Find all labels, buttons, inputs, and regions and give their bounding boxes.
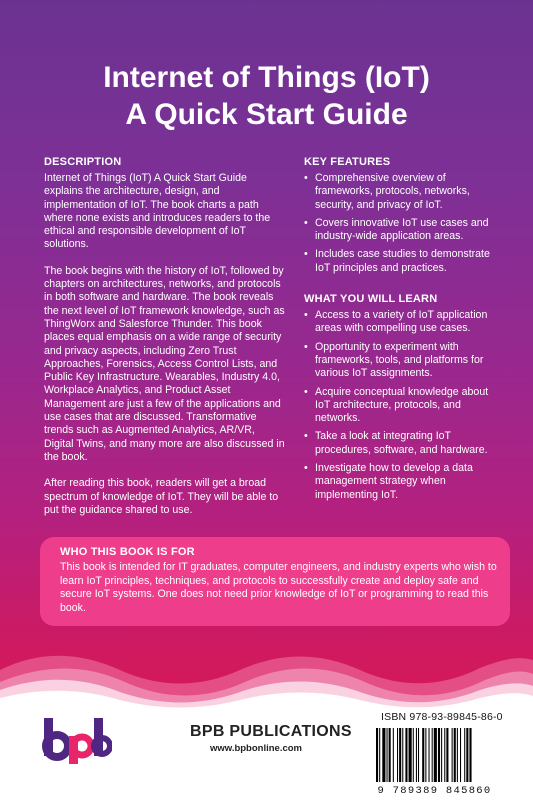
barcode-bar: [452, 728, 453, 782]
barcode-bar: [409, 728, 412, 782]
bullet-icon: •: [304, 462, 308, 475]
barcode-bar: [425, 728, 426, 782]
list-item: [304, 386, 504, 426]
isbn-barcode: [372, 726, 497, 796]
what-you-will-learn-heading: WHAT YOU WILL LEARN: [304, 293, 438, 306]
list-item-text: Covers innovative IoT use cases and industry-wide application areas.: [315, 216, 489, 243]
barcode-bar: [418, 728, 419, 782]
publisher-name: BPB PUBLICATIONS: [190, 723, 352, 740]
barcode-bar: [422, 728, 424, 782]
list-item: [304, 248, 504, 275]
barcode-bar: [469, 728, 471, 782]
who-this-book-is-for-text: This book is intended for IT graduates, computer engineers, and industry experts who wish to learn IoT principles, techniques, and protocols to successfully create and deploy safe and secure IoT systems. One does not need prior knowledge of IoT or programming to read this book.: [60, 561, 497, 614]
barcode-bar: [429, 728, 430, 782]
cover-footer: [0, 700, 533, 800]
key-features-heading: KEY FEATURES: [304, 156, 391, 168]
barcode-bar: [402, 728, 403, 782]
list-item-text: Includes case studies to demonstrate IoT principles and practices.: [315, 248, 490, 274]
barcode-bar: [413, 728, 414, 782]
list-item-text: Comprehensive overview of frameworks, protocols, networks, security, and privacy of IoT.: [315, 172, 470, 211]
barcode-bar: [444, 728, 445, 782]
key-features-list: [304, 172, 504, 275]
barcode-bar: [434, 728, 437, 782]
who-this-book-is-for-heading: WHO THIS BOOK IS FOR: [60, 546, 195, 558]
barcode-bar: [466, 728, 468, 782]
list-item: [304, 309, 504, 336]
barcode-digits: 9 789389 845860: [377, 785, 492, 796]
barcode-bar: [464, 728, 465, 782]
barcode-bar: [405, 728, 407, 782]
bullet-icon: •: [304, 172, 308, 184]
bullet-icon: •: [304, 248, 308, 261]
barcode-bar: [376, 728, 378, 782]
bullet-icon: •: [304, 385, 308, 398]
list-item: [304, 341, 504, 381]
barcode-bar: [399, 728, 401, 782]
barcode-bar: [441, 728, 442, 782]
isbn-label: ISBN 978-93-89845-86-0: [381, 711, 503, 723]
bullet-icon: •: [304, 216, 308, 229]
barcode-bar: [438, 728, 440, 782]
barcode-bar: [393, 728, 394, 782]
description-paragraph: After reading this book, readers will get a broad spectrum of knowledge of IoT. They will be able to put the guidance shared to use.: [44, 477, 279, 516]
list-item: [304, 217, 504, 244]
description-paragraph: The book begins with the history of IoT, followed by chapters on architectures, networks, and protocols in both software and hardware. The book reveals the next level of IoT framework knowledge, such as ThingWorx and Salesforce Thunder. This book places equal emphasis on a wide range of security and privacy aspects, including Zero Trust Approaches, Forensics, Access Control Lists, and Public Key Infrastructure. Wearables, Industry 4.0, Workplace Analytics, and Product Asset Management are just a few of the applications and use cases that are discussed. Transformative trends such as Augmented Analytics, AR/VR, Digital Twins, and many more are also discussed in the book.: [44, 264, 285, 463]
publisher-url: www.bpbonline.com: [210, 743, 303, 754]
bullet-icon: •: [304, 340, 308, 353]
who-this-book-is-for-box: [40, 537, 510, 626]
barcode-bar: [387, 728, 388, 782]
list-item-text: Opportunity to experiment with frameworks, tools, and platforms for various IoT assignments.: [315, 340, 484, 380]
list-item-text: Acquire conceptual knowledge about IoT architecture, protocols, and networks.: [315, 385, 489, 425]
bullet-icon: •: [304, 430, 308, 443]
description-column: [44, 156, 286, 530]
barcode-bar: [457, 728, 458, 782]
list-item-text: Access to a variety of IoT application areas with compelling use cases.: [315, 309, 488, 335]
barcode-bar: [416, 728, 417, 782]
what-you-will-learn-list: [304, 309, 504, 502]
barcode-bar: [432, 728, 433, 782]
barcode-bar: [446, 728, 448, 782]
description-paragraph: Internet of Things (IoT) A Quick Start Guide explains the architecture, design, and implementation of IoT. The book charts a path where none exists and introduces readers to the ethical and responsible development of IoT solutions.: [44, 172, 271, 251]
book-title-line-2: A Quick Start Guide: [125, 98, 408, 131]
barcode-bar: [454, 728, 456, 782]
list-item: [304, 430, 504, 457]
list-item-text: Investigate how to develop a data management strategy when implementing IoT.: [315, 462, 473, 501]
bullet-icon: •: [304, 309, 308, 322]
barcode-bar: [389, 728, 391, 782]
book-title-line-1: Internet of Things (IoT): [103, 61, 430, 94]
list-item-text: Take a look at integrating IoT procedures, software, and hardware.: [315, 430, 488, 456]
bpb-logo-icon: [42, 716, 112, 764]
barcode-bar: [382, 728, 385, 782]
barcode-bar: [397, 728, 398, 782]
barcode-bar: [460, 728, 461, 782]
description-heading: DESCRIPTION: [44, 156, 122, 168]
list-item: [304, 172, 504, 212]
list-item: [304, 462, 504, 502]
barcode-bar: [379, 728, 380, 782]
features-column: [304, 156, 504, 520]
